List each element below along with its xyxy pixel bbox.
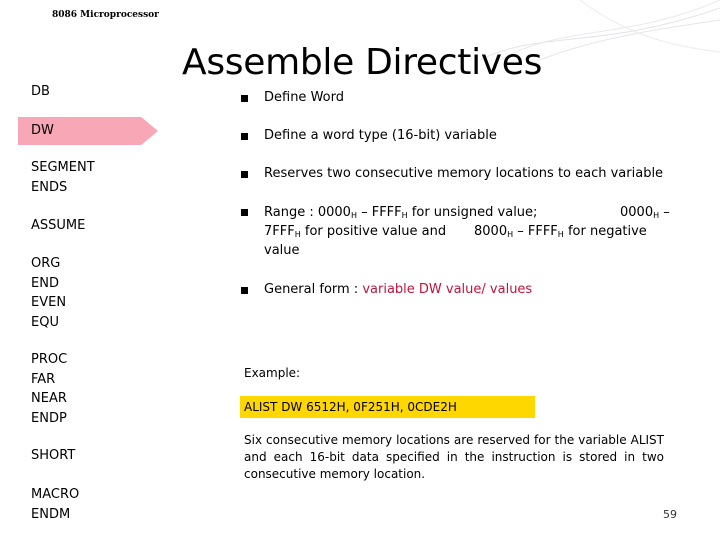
range-text: 7FFF	[264, 224, 295, 239]
general-form-prefix: General form :	[264, 282, 363, 297]
range-text: for negative	[563, 224, 647, 239]
sidebar-item-segment[interactable]	[31, 158, 95, 197]
hex-subscript: H	[507, 230, 514, 239]
example-label: Example:	[244, 366, 301, 380]
sidebar-item-label: DB	[31, 84, 50, 99]
range-text: for unsigned value;	[407, 205, 538, 220]
sidebar-item-dw[interactable]	[31, 121, 54, 141]
square-bullet-icon	[241, 95, 248, 102]
directive-sidebar	[0, 0, 160, 540]
sidebar-item-proc[interactable]	[31, 350, 67, 428]
sidebar-item-label: FAR	[31, 371, 56, 387]
bullet-define-word: Define Word	[264, 90, 344, 105]
sidebar-item-short[interactable]	[31, 446, 75, 466]
square-bullet-icon	[241, 209, 248, 216]
course-header: 8086 Microprocessor	[52, 10, 159, 20]
square-bullet-icon	[241, 171, 248, 178]
sidebar-item-label: EVEN	[31, 295, 67, 310]
range-text: for positive value and	[300, 224, 447, 239]
range-text: value	[264, 243, 300, 258]
sidebar-item-label: ENDM	[31, 506, 71, 522]
range-text: – FFFF	[356, 205, 402, 220]
bullet-reserves: Reserves two consecutive memory locations to each variable	[264, 166, 664, 181]
range-text: – FFFF	[513, 224, 558, 239]
range-text: 8000	[474, 224, 508, 239]
bullet-word-type: Define a word type (16-bit) variable	[264, 128, 497, 143]
bullet-range	[264, 203, 684, 260]
square-bullet-icon	[241, 287, 248, 294]
sidebar-item-macro[interactable]	[31, 485, 79, 524]
sidebar-item-label: NEAR	[31, 391, 67, 406]
hex-subscript: H	[557, 230, 564, 239]
sidebar-item-label: DW	[31, 123, 54, 138]
range-text: –	[659, 205, 670, 220]
sidebar-item-label: ASSUME	[31, 218, 86, 233]
slide-title: Assemble Directives	[182, 42, 543, 83]
bullet-general-form	[264, 280, 532, 299]
example-description: Six consecutive memory locations are reserved for the variable ALIST and each 16-bit data specified in the instruction is stored in two consecutive memory location.	[244, 433, 664, 481]
sidebar-item-org[interactable]	[31, 254, 66, 332]
sidebar-item-label: EQU	[31, 314, 59, 330]
sidebar-item-label: ORG	[31, 256, 61, 271]
sidebar-item-assume[interactable]	[31, 216, 85, 236]
sidebar-item-label: PROC	[31, 352, 68, 367]
square-bullet-icon	[241, 133, 248, 140]
hex-subscript: H	[401, 211, 408, 220]
sidebar-item-db[interactable]	[31, 82, 50, 102]
range-text: Range : 0000	[264, 205, 351, 220]
sidebar-item-label: MACRO	[31, 487, 80, 502]
page-number: 59	[663, 508, 677, 521]
sidebar-item-label: ENDP	[31, 410, 67, 426]
general-form-syntax: variable DW value/ values	[362, 282, 533, 297]
range-text: 0000	[620, 205, 654, 220]
hex-subscript: H	[350, 211, 357, 220]
example-code-box: ALIST DW 6512H, 0F251H, 0CDE2H	[240, 396, 535, 418]
hex-subscript: H	[294, 230, 301, 239]
sidebar-item-label: SHORT	[31, 448, 76, 463]
hex-subscript: H	[653, 211, 660, 220]
sidebar-item-label: SEGMENT	[31, 160, 95, 175]
sidebar-item-label: ENDS	[31, 179, 68, 195]
sidebar-item-label: END	[31, 275, 59, 291]
